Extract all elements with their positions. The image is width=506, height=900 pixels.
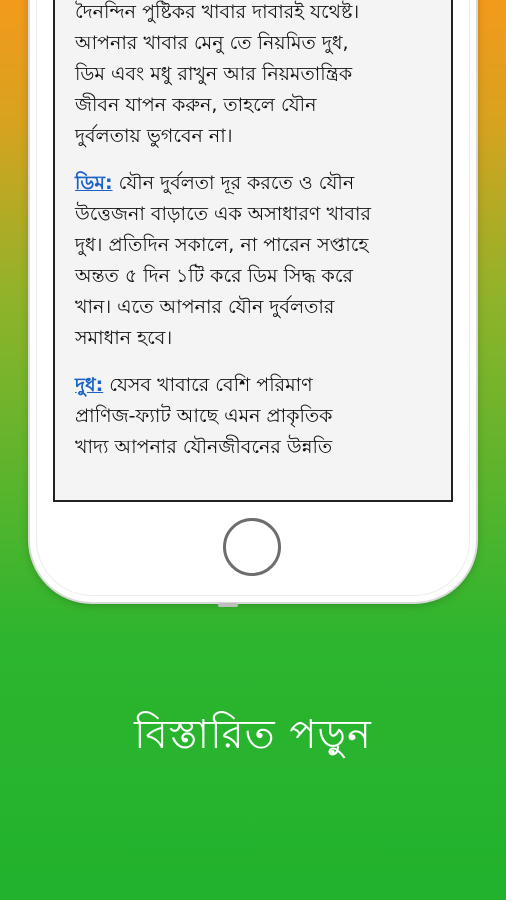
milk-paragraph xyxy=(75,370,433,463)
egg-line: অন্তত ৫ দিন ১টি করে ডিম সিদ্ধ করে xyxy=(75,265,353,287)
read-more-caption: বিস্তারিত পড়ুন xyxy=(134,712,372,758)
phone-screen xyxy=(53,0,453,502)
egg-line: খান। এতে আপনার যৌন দুর্বলতার xyxy=(75,296,335,318)
intro-line: আপনার খাবার মেনু তে নিয়মিত দুধ, xyxy=(75,32,349,54)
article-content xyxy=(55,0,451,463)
milk-line: প্রাণিজ-ফ্যাট আছে এমন প্রাকৃতিক xyxy=(75,405,333,427)
milk-heading: দুধ: xyxy=(75,374,104,396)
milk-line: খাদ্য আপনার যৌনজীবনের উন্নতি xyxy=(75,436,333,458)
milk-line: যেসব খাবারে বেশি পরিমাণ xyxy=(103,374,313,396)
egg-paragraph xyxy=(75,168,433,354)
home-button[interactable] xyxy=(223,518,281,576)
egg-line: সমাধান হবে। xyxy=(75,327,173,349)
egg-line: দুধ। প্রতিদিন সকালে, না পারেন সপ্তাহে xyxy=(75,234,369,256)
egg-line: যৌন দুর্বলতা দূর করতে ও যৌন xyxy=(112,172,355,194)
intro-line: দৈনন্দিন পুষ্টিকর খাবার দাবারই যথেষ্ট। xyxy=(75,1,360,23)
intro-line: জীবন যাপন করুন, তাহলে যৌন xyxy=(75,94,317,116)
phone-bottom-port xyxy=(218,603,238,607)
intro-paragraph xyxy=(75,0,433,152)
intro-line: ডিম এবং মধু রাখুন আর নিয়মতান্ত্রিক xyxy=(75,63,353,85)
egg-heading: ডিম: xyxy=(75,172,113,194)
egg-line: উত্তেজনা বাড়াতে এক অসাধারণ খাবার xyxy=(75,203,371,225)
intro-line: দুর্বলতায় ভুগবেন না। xyxy=(75,125,233,147)
phone-mockup xyxy=(30,0,476,602)
